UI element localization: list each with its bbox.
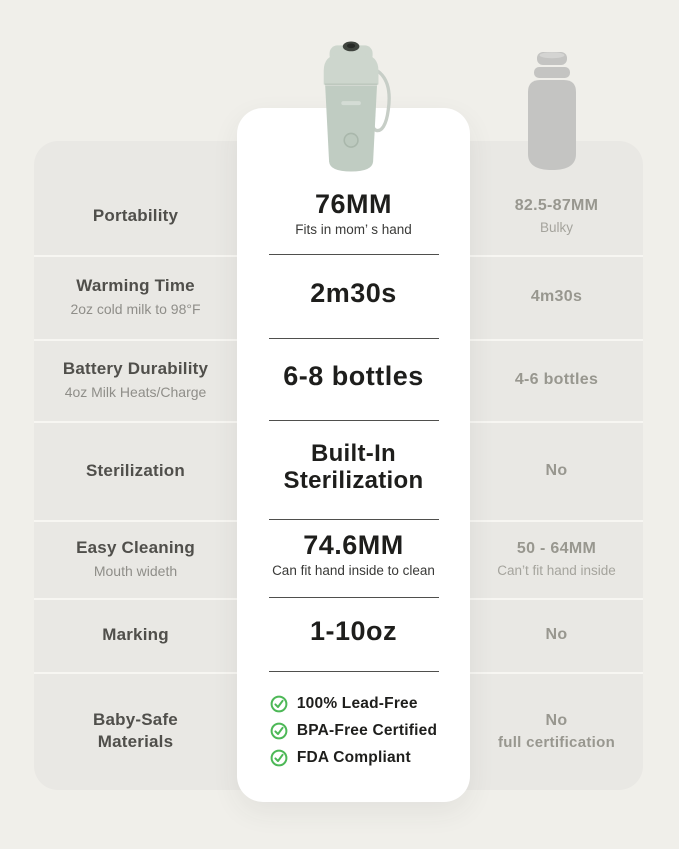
feature-cell-marking (34, 598, 237, 672)
product-lid-knob-hole (347, 43, 355, 48)
feature-cell-baby-safe-materials (34, 672, 237, 790)
product-body (325, 86, 377, 172)
feature-label: Battery Durability (62, 359, 209, 378)
ours-subtext: Can fit hand inside to clean (272, 563, 435, 578)
product-image-bottle-warmer (311, 38, 399, 178)
theirs-cell-easy-cleaning (470, 520, 643, 598)
ours-value: 76MM (314, 189, 392, 219)
theirs-value: No (545, 712, 568, 729)
theirs-cell-marking (470, 598, 643, 672)
ours-cell-easy-cleaning (237, 520, 470, 598)
feature-cell-sterilization (34, 421, 237, 520)
feature-cell-warming-time (34, 255, 237, 339)
feature-cell-easy-cleaning (34, 520, 237, 598)
product-power-button (344, 133, 358, 147)
theirs-value: 50 - 64MM (516, 540, 597, 557)
competitor-column (470, 140, 643, 790)
ours-value: 1-10oz (309, 616, 398, 646)
feature-label: Easy Cleaning (76, 538, 195, 557)
ours-cell-baby-safe-materials (237, 672, 470, 790)
theirs-value: No (545, 626, 568, 643)
ours-cell-warming-time (237, 255, 470, 339)
product-logo-mark (341, 101, 361, 105)
feature-column (34, 140, 237, 790)
certification-item (270, 695, 418, 713)
theirs-subtext: full certification (497, 734, 616, 751)
bottle-neck-ring (534, 67, 570, 78)
feature-label-line2: Materials (97, 732, 174, 751)
check-circle-icon (270, 722, 288, 740)
ours-value-line2: Sterilization (283, 466, 424, 494)
theirs-cell-baby-safe-materials (470, 672, 643, 790)
feature-sublabel: 4oz Milk Heats/Charge (64, 384, 207, 400)
our-product-column (237, 140, 470, 790)
ours-value: 2m30s (310, 278, 397, 308)
ours-subtext: Fits in mom’ s hand (295, 222, 412, 237)
ours-cell-marking (237, 598, 470, 672)
feature-label: Sterilization (86, 460, 185, 480)
ours-value: 6-8 bottles (283, 361, 424, 391)
certification-label: FDA Compliant (296, 749, 411, 766)
theirs-value: 4m30s (530, 288, 583, 305)
feature-cell-battery-durability (34, 339, 237, 421)
theirs-cell-sterilization (470, 421, 643, 520)
ours-cell-battery-durability (237, 339, 470, 421)
certification-label: BPA-Free Certified (296, 722, 438, 739)
certification-list (270, 695, 437, 767)
feature-label: Marking (102, 625, 169, 644)
theirs-cell-battery-durability (470, 339, 643, 421)
theirs-value: 4-6 bottles (514, 371, 599, 388)
feature-cell-portability (34, 140, 237, 255)
product-lid-seam (325, 84, 378, 86)
certification-label: 100% Lead-Free (296, 695, 418, 712)
theirs-subtext: Can’t fit hand inside (497, 563, 616, 578)
bottle-cap-top (540, 52, 565, 58)
check-circle-icon (270, 695, 288, 713)
feature-label: Portability (92, 205, 179, 225)
feature-label: Baby-Safe (93, 710, 178, 729)
ours-cell-sterilization (237, 421, 470, 520)
certification-item (270, 749, 411, 767)
feature-sublabel: Mouth wideth (93, 563, 178, 579)
certification-item (270, 722, 437, 740)
theirs-cell-warming-time (470, 255, 643, 339)
product-lid (324, 54, 379, 84)
feature-label: Warming Time (76, 276, 195, 295)
theirs-value: No (545, 461, 568, 479)
theirs-subtext: Bulky (539, 219, 573, 235)
theirs-cell-portability (470, 140, 643, 255)
ours-value: 74.6MM (303, 530, 404, 560)
ours-value: Built-In (310, 439, 397, 467)
check-circle-icon (270, 749, 288, 767)
theirs-value: 82.5-87MM (514, 196, 599, 214)
feature-sublabel: 2oz cold milk to 98°F (70, 301, 201, 317)
